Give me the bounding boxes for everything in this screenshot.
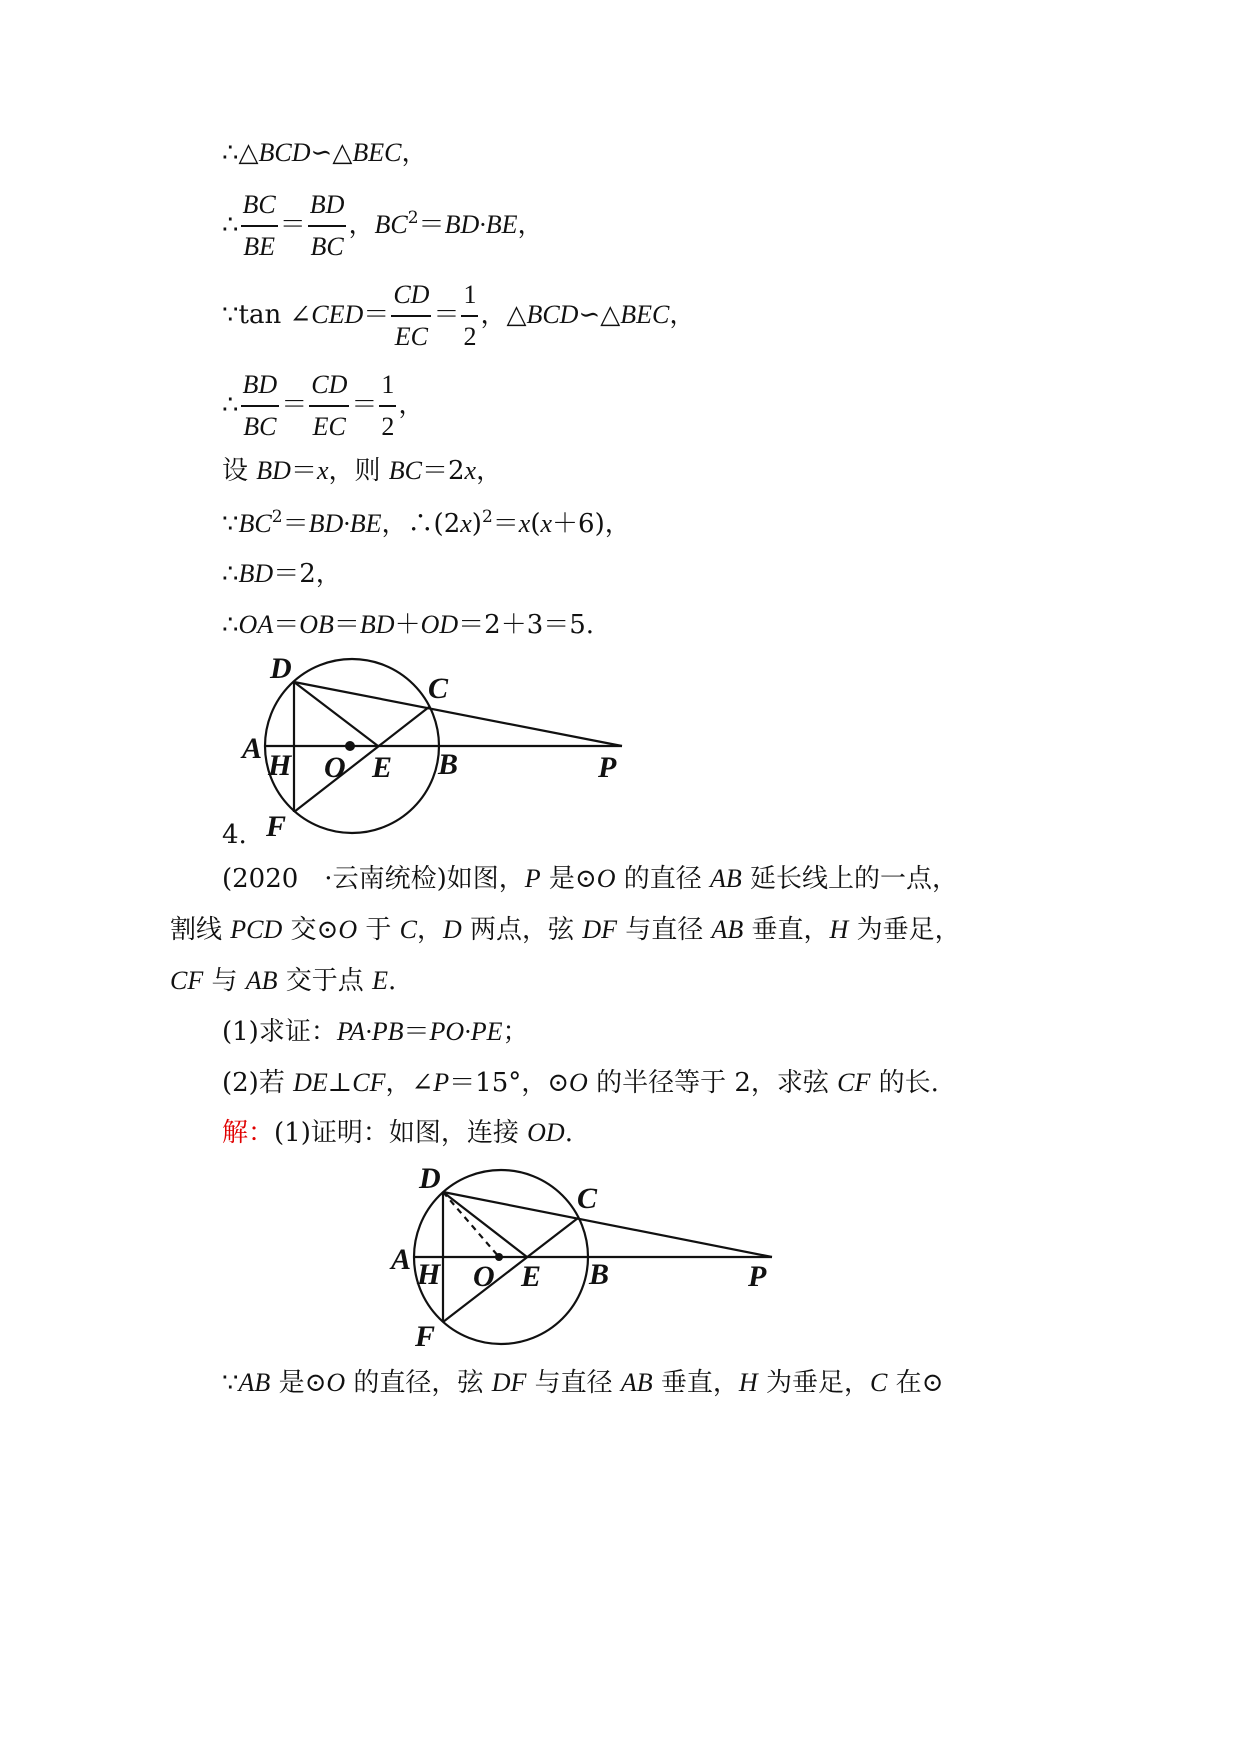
var: E xyxy=(372,966,388,995)
var: DF xyxy=(582,915,617,944)
text: 设 xyxy=(222,456,257,486)
proof-line-8 xyxy=(222,612,594,638)
text: 的直径，弦 xyxy=(345,1368,492,1398)
label-d: D xyxy=(270,652,292,685)
text: 的直径 xyxy=(615,864,710,894)
var: BD xyxy=(238,559,274,588)
text: ) xyxy=(471,509,482,539)
var: AB xyxy=(711,915,744,944)
var: OD xyxy=(420,610,459,639)
text: ＋6)， xyxy=(552,509,631,539)
label-e: E xyxy=(521,1260,542,1293)
text: 为垂足， xyxy=(757,1368,870,1398)
text: ∴ xyxy=(222,559,239,589)
label-c: C xyxy=(577,1182,598,1215)
text: 延长线上的一点， xyxy=(741,864,959,894)
var: x xyxy=(460,509,472,538)
line-cf xyxy=(294,707,429,812)
text: ∵tan ∠ xyxy=(222,299,312,330)
var: AB xyxy=(620,1368,653,1397)
var: OD xyxy=(527,1118,565,1147)
numerator: BD xyxy=(309,190,345,219)
text: ＝ xyxy=(333,610,360,640)
var: BD·BE xyxy=(308,509,382,538)
var: PO·PE xyxy=(429,1017,503,1046)
var: DE xyxy=(293,1068,328,1097)
solution-start xyxy=(222,1120,573,1146)
numerator: CD xyxy=(393,280,430,309)
denominator: BE xyxy=(243,231,276,261)
denominator: BC xyxy=(310,231,344,261)
text: ∴ xyxy=(222,209,239,240)
denominator: EC xyxy=(312,411,346,441)
text: ＝ xyxy=(433,299,460,330)
label-b: B xyxy=(438,748,459,781)
label-p: P xyxy=(748,1260,767,1293)
text: ∴△ xyxy=(222,138,259,168)
text: ＝ xyxy=(403,1017,430,1047)
text: ∵ xyxy=(222,509,239,539)
text: ， xyxy=(416,915,443,945)
text: 垂直， xyxy=(743,915,830,945)
center-point xyxy=(345,741,355,751)
text: (1)证明：如图，连接 xyxy=(274,1118,528,1148)
label-c: C xyxy=(428,672,449,705)
fraction xyxy=(309,370,349,442)
text: 4. xyxy=(222,820,247,850)
solution-line-2 xyxy=(222,1370,943,1396)
text: ＝ xyxy=(363,299,390,330)
text: ， xyxy=(348,209,375,240)
text: . xyxy=(564,1118,573,1148)
text: ＝2＋3＝5. xyxy=(458,610,595,640)
problem-line-3 xyxy=(170,968,396,994)
text: ＝2 xyxy=(422,456,465,486)
denominator: 2 xyxy=(381,411,395,441)
fraction xyxy=(241,190,278,262)
line-dp xyxy=(294,682,622,746)
text: . xyxy=(387,966,397,996)
proof-line-6 xyxy=(222,509,631,537)
exponent: 2 xyxy=(407,207,419,228)
text: (2)若 xyxy=(222,1068,294,1098)
var: x xyxy=(316,456,329,485)
text: (1)求证： xyxy=(222,1017,337,1047)
text: 与 xyxy=(203,966,246,996)
var: BD xyxy=(256,456,291,485)
text: ∴ xyxy=(222,389,239,420)
numerator: 1 xyxy=(463,280,477,309)
label-e: E xyxy=(372,751,393,784)
var: BEC xyxy=(620,299,670,329)
label-a: A xyxy=(391,1243,412,1276)
label-h: H xyxy=(417,1258,441,1291)
text: ＝ xyxy=(351,389,378,420)
text: ＝ xyxy=(273,610,300,640)
problem-line-2 xyxy=(170,917,961,943)
line-cf xyxy=(443,1218,578,1322)
var: AB xyxy=(245,966,278,995)
exponent: 2 xyxy=(481,507,493,527)
fraction xyxy=(308,190,347,262)
var: H xyxy=(829,915,849,944)
geometry-figure-2 xyxy=(385,1158,805,1358)
fraction xyxy=(241,370,280,442)
label-o: O xyxy=(324,751,346,784)
label-b: B xyxy=(589,1258,610,1291)
text: ＝ xyxy=(279,209,306,240)
text: ，则 xyxy=(328,456,389,486)
var: O xyxy=(596,864,616,893)
var: BCD xyxy=(258,138,311,167)
var: AB xyxy=(710,864,742,893)
var: OB xyxy=(299,610,334,639)
text: ＝ xyxy=(281,389,308,420)
solution-label: 解： xyxy=(222,1118,275,1148)
text: ∽ xyxy=(578,299,601,330)
text: 垂直， xyxy=(652,1368,739,1398)
var: BC xyxy=(388,456,422,485)
text: 交⊙ xyxy=(282,915,339,945)
text: ，∠ xyxy=(385,1068,434,1098)
text: ，∴(2 xyxy=(381,509,461,539)
text: ∴ xyxy=(222,610,239,640)
var: x xyxy=(464,456,477,485)
numerator: BC xyxy=(242,190,276,219)
text: ， xyxy=(398,389,425,420)
proof-line-5 xyxy=(222,458,502,484)
var: BEC xyxy=(352,138,402,167)
numerator: 1 xyxy=(381,370,395,399)
text: 与直径 xyxy=(616,915,712,945)
numerator: BD xyxy=(242,370,278,399)
text: ( xyxy=(530,509,541,539)
fraction xyxy=(391,280,431,352)
text: ∽ xyxy=(310,138,333,168)
text: 于 xyxy=(357,915,400,945)
text: △ xyxy=(600,299,621,330)
var: DF xyxy=(491,1368,527,1397)
var: O xyxy=(569,1068,588,1097)
text: ，△ xyxy=(480,299,527,330)
var: AB xyxy=(238,1368,271,1397)
var: x xyxy=(540,509,553,538)
text: 两点，弦 xyxy=(461,915,583,945)
question-1 xyxy=(222,1019,528,1045)
text: 在⊙ xyxy=(887,1368,944,1398)
var: PA·PB xyxy=(336,1017,404,1046)
var: CF xyxy=(352,1068,386,1097)
label-h: H xyxy=(268,749,292,782)
line-de xyxy=(443,1192,527,1257)
exponent: 2 xyxy=(271,507,283,527)
text: △ xyxy=(332,138,353,168)
label-a: A xyxy=(242,732,263,765)
text: ＝2， xyxy=(273,559,342,589)
proof-line-1 xyxy=(222,140,427,166)
var: O xyxy=(338,915,358,944)
text: ＝ xyxy=(282,509,309,539)
var: C xyxy=(399,915,417,944)
line-dp xyxy=(443,1192,772,1257)
text: ∵ xyxy=(222,1368,239,1398)
text: ＝15°，⊙ xyxy=(449,1068,570,1098)
text: ； xyxy=(502,1017,529,1047)
text: 是⊙ xyxy=(270,1368,327,1398)
text: 是⊙ xyxy=(540,864,597,894)
text: ， xyxy=(401,138,428,168)
denominator: BC xyxy=(243,411,277,441)
text: ＋ xyxy=(394,610,421,640)
text: 割线 xyxy=(170,915,231,945)
text: 与直径 xyxy=(526,1368,621,1398)
text: ＝ xyxy=(418,209,445,240)
text: ， xyxy=(476,456,503,486)
text: ＝ xyxy=(290,456,317,486)
geometry-figure-1 xyxy=(230,650,650,850)
line-de xyxy=(294,682,378,746)
text: ＝ xyxy=(492,509,519,539)
var: C xyxy=(869,1368,888,1397)
var: PCD xyxy=(230,915,283,944)
proof-line-4 xyxy=(222,370,424,442)
question-2 xyxy=(222,1070,939,1096)
var: H xyxy=(738,1368,758,1397)
label-f: F xyxy=(266,810,287,843)
text: 的长. xyxy=(870,1068,939,1098)
var: P xyxy=(524,864,541,893)
var: D xyxy=(443,915,462,944)
center-point xyxy=(495,1253,503,1261)
label-o: O xyxy=(473,1260,495,1293)
label-d: D xyxy=(419,1162,441,1195)
var: O xyxy=(326,1368,346,1397)
var: BD xyxy=(359,610,395,639)
label-f: F xyxy=(415,1320,436,1353)
denominator: 2 xyxy=(463,321,477,351)
text: (2020 ·云南统检)如图， xyxy=(222,864,525,894)
var: OA xyxy=(238,610,274,639)
text: ， xyxy=(517,209,544,240)
var: BC xyxy=(374,209,408,239)
var: CED xyxy=(311,299,364,329)
numerator: CD xyxy=(311,370,348,399)
problem-line-1 xyxy=(222,866,958,892)
text: ， xyxy=(669,299,696,330)
text: ⊥ xyxy=(327,1068,353,1098)
problem-number xyxy=(222,822,247,848)
proof-line-2 xyxy=(222,190,544,262)
var: CF xyxy=(837,1068,871,1097)
var: P xyxy=(433,1068,450,1097)
text: 交于点 xyxy=(277,966,373,996)
text: 为垂足， xyxy=(848,915,961,945)
var: BCD xyxy=(526,299,579,329)
var: BD·BE xyxy=(444,209,518,239)
var: CF xyxy=(170,966,204,995)
text: 的半径等于 2，求弦 xyxy=(587,1068,838,1098)
var: x xyxy=(518,509,531,538)
denominator: EC xyxy=(394,321,428,351)
fraction xyxy=(461,280,478,352)
proof-line-7 xyxy=(222,561,342,587)
label-p: P xyxy=(598,751,617,784)
proof-line-3 xyxy=(222,280,695,352)
var: BC xyxy=(238,509,272,538)
fraction xyxy=(379,370,396,442)
